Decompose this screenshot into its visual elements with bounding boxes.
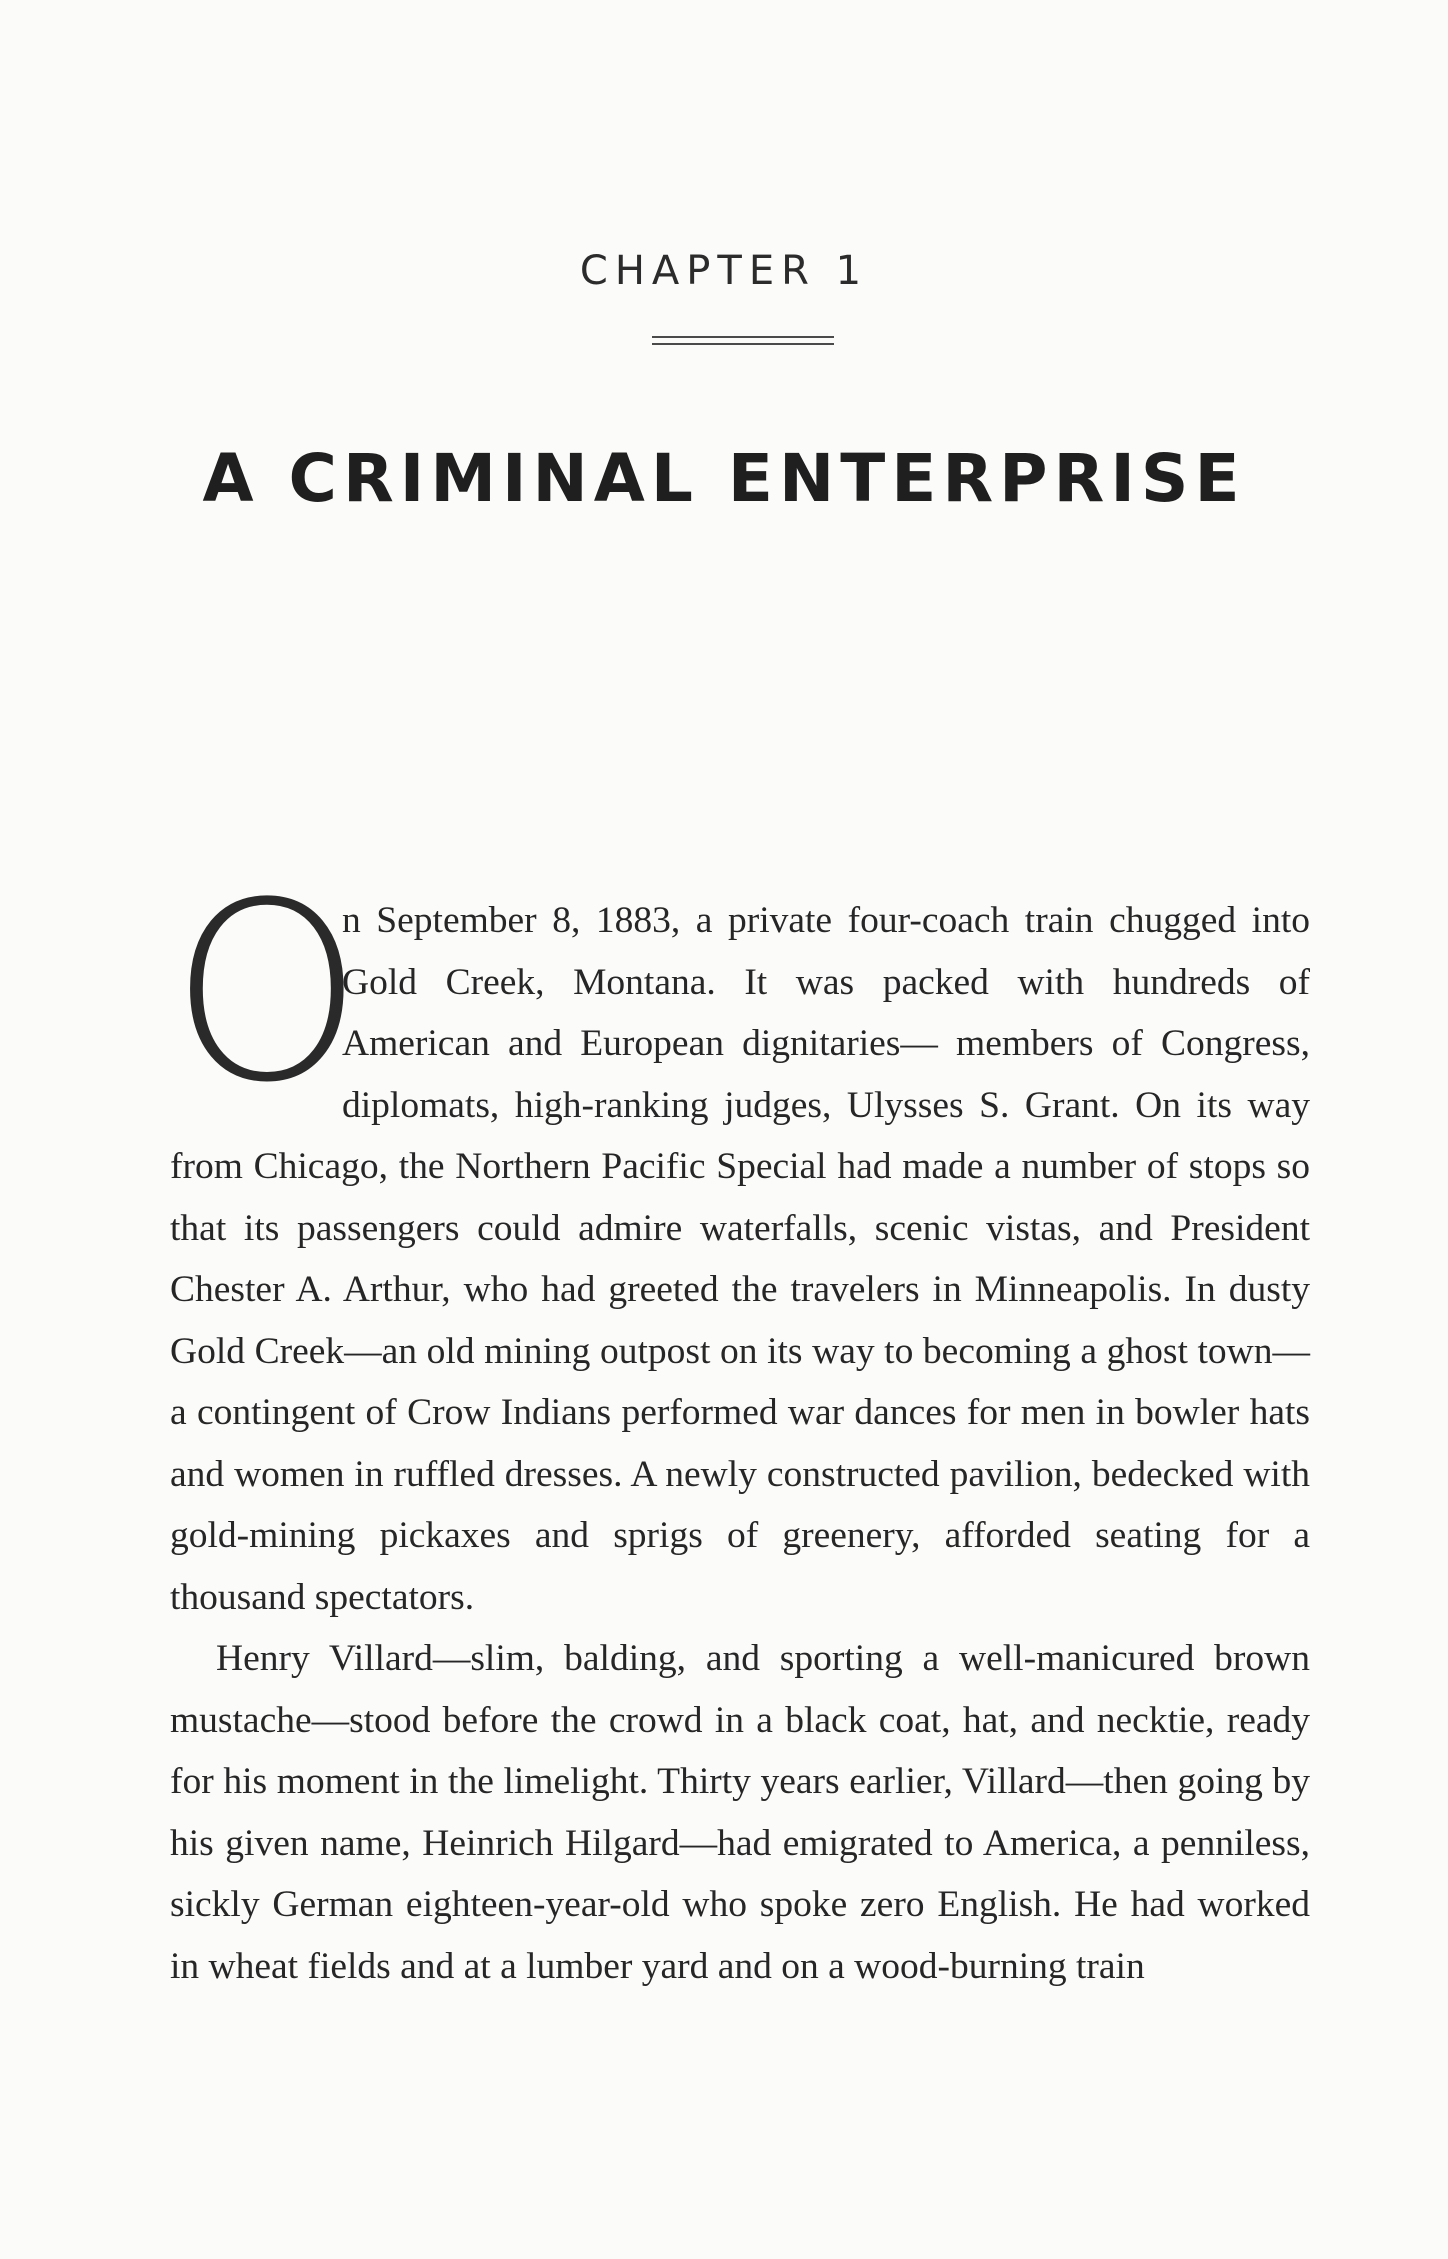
drop-cap: O	[170, 851, 364, 1137]
paragraph-1	[170, 851, 1310, 1628]
chapter-rule-top	[652, 336, 834, 338]
paragraph-2-text: Henry Villard—slim, balding, and sporting a well-manicured brown mustache—stood before the crowd in a black coat, hat, and necktie, ready for his moment in the limelight. Thirty years earlier, Villard—then going by his given name, Heinrich Hilgard—had emigrated to America, a penniless, sickly German eighteen-year-old who spoke zero English. He had worked in wheat fields and at a lumber yard and on a wood-burning train	[170, 1638, 1310, 1987]
paragraph-1-text: n September 8, 1883, a private four-coach train chugged into Gold Creek, Montana. It was packed with hundreds of American and European dignitaries— members of Congress, diplomats, high-ranking judges, Ulysses S. Grant. On its way from Chicago, the Northern Pacific Special had made a number of stops so that its passengers could admire waterfalls, scenic vistas, and President Chester A. Arthur, who had greeted the travelers in Minneapolis. In dusty Gold Creek—an old mining outpost on its way to becoming a ghost town—a contingent of Crow Indians performed war dances for men in bowler hats and women in ruffled dresses. A newly constructed pavilion, bedecked with gold-mining pickaxes and sprigs of greenery, afforded seating for a thousand spectators.	[170, 900, 1310, 1618]
body-text	[170, 851, 1310, 1997]
paragraph-2	[170, 1628, 1310, 1997]
chapter-rule-bottom	[652, 343, 834, 345]
chapter-title: A CRIMINAL ENTERPRISE	[202, 440, 1246, 517]
chapter-label: CHAPTER 1	[579, 248, 869, 294]
